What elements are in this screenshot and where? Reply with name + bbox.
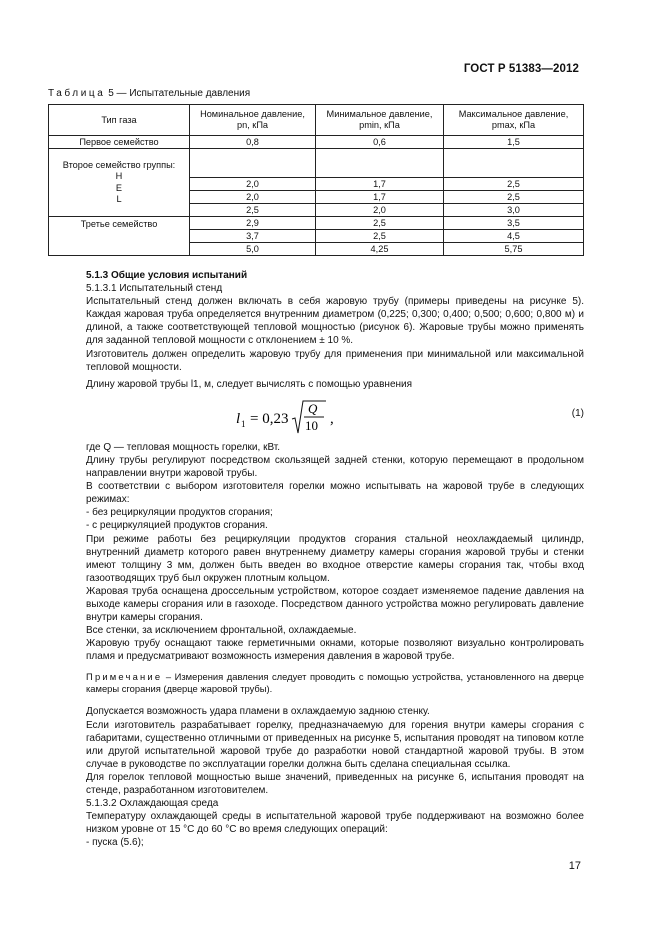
table-caption-prefix: Таблица <box>48 88 106 99</box>
cell-nom: 0,8 <box>190 136 316 149</box>
paragraph: Допускается возможность удара пламени в охлаждаемую заднюю стенку. <box>86 706 430 718</box>
paragraph: Жаровая труба оснащена дроссельным устройством, которое создает изменяемое падение давления на выходе камеры сгорания или в газоходе. Посредством данного устройства можно регулировать давление внутри камеры сгорания. <box>86 585 584 624</box>
cell-max: 1,5 <box>444 136 584 149</box>
header-min-line2: pmin, кПа <box>359 120 400 130</box>
table-row <box>49 149 584 178</box>
header-nominal-line2: pn, кПа <box>236 120 269 130</box>
paragraph: Температуру охлаждающей среды в испытательной жаровой трубе поддерживают на возможно более низком уровне от 15 °С до 60 °С во время следующих операций: <box>86 811 584 836</box>
list-item: - без рециркуляции продуктов сгорания; <box>86 507 273 519</box>
paragraph: При режиме работы без рециркуляции продуктов сгорания стальной неохлаждаемый цилиндр, внутренний диаметр которого равен внутреннему диаметру камеры сгорания жаровой трубы и стенки имеют толщину 3 мм, должен быть введен во входное отверстие камеры сгорания так, чтобы вход газоотводящих труб был окружен плотным кольцом. <box>86 533 584 584</box>
formula-q: Q <box>308 400 318 416</box>
cell-nom: 3,7 <box>190 230 316 243</box>
second-family-label: Второе семейство группы: <box>62 159 176 170</box>
cell-max: 3,0 <box>444 204 584 217</box>
table-caption-text: 5 — Испытательные давления <box>105 88 251 99</box>
formula-svg <box>236 397 346 439</box>
subsection-title: 5.1.3.1 Испытательный стенд <box>86 283 223 295</box>
paragraph: Испытательный стенд должен включать в себя жаровую трубу (примеры приведены на рисунке 5). Каждая жаровая труба определяется внутренним диаметром (0,225; 0,300; 0,400; 0,500; 0,600; 0,800 м) и длиной, а также соответствующей тепловой мощностью (рисунок 6). Жаровые трубы можно применять для заданной тепловой мощности с отклонением ± 10 %. <box>86 296 584 347</box>
formula-l: l <box>236 410 241 427</box>
formula-equals: = 0,23 <box>250 410 289 427</box>
cell-max: 2,5 <box>444 178 584 191</box>
cell-min: 1,7 <box>316 191 444 204</box>
table-header-row <box>49 105 584 136</box>
cell-empty <box>444 149 584 178</box>
formula-subscript: 1 <box>241 418 246 429</box>
header-minimum <box>316 105 444 136</box>
header-gas-type: Тип газа <box>49 105 190 136</box>
cell-min: 4,25 <box>316 243 444 256</box>
header-max-line2: pmax, кПа <box>491 120 536 130</box>
cell-min: 2,5 <box>316 217 444 230</box>
note <box>86 671 584 695</box>
section-body <box>86 269 584 849</box>
group-h: H <box>115 171 123 181</box>
group-e: E <box>115 182 123 193</box>
cell-min: 2,5 <box>316 230 444 243</box>
cell-second-family <box>49 149 190 217</box>
formula-expression <box>236 397 346 442</box>
paragraph: Все стенки, за исключением фронтальной, охлаждаемые. <box>86 625 357 637</box>
paragraph: Длину жаровой трубы l1, м, следует вычислять с помощью уравнения <box>86 378 413 390</box>
paragraph: Изготовитель должен определить жаровую трубу для применения при минимальной или максимальной тепловой мощности. <box>86 348 584 373</box>
cell-min: 0,6 <box>316 136 444 149</box>
table-row <box>49 217 584 230</box>
cell-min: 1,7 <box>316 178 444 191</box>
table-caption <box>48 88 250 99</box>
note-label: Примечание <box>86 671 163 683</box>
header-min-line1: Минимальное давление, <box>326 109 433 119</box>
test-pressure-table <box>48 104 584 256</box>
header-nominal <box>190 105 316 136</box>
paragraph: Если изготовитель разрабатывает горелку, предназначаемую для горения внутри камеры сгорания с габаритами, существенно отличными от приведенных на рисунке 5, испытания проводят на типовом котле или другой испытательной жаровой трубе до разработки новой стандартной жаровой трубы. В этом случае в руководстве по эксплуатации горелки должна быть сделана специальная ссылка. <box>86 719 584 770</box>
section-title: 5.1.3 Общие условия испытаний <box>86 270 248 281</box>
formula-comma: , <box>330 410 334 427</box>
cell-min: 2,0 <box>316 204 444 217</box>
cell-empty <box>316 149 444 178</box>
cell-empty <box>190 149 316 178</box>
header-maximum <box>444 105 584 136</box>
cell-nom: 2,5 <box>190 204 316 217</box>
cell-nom: 2,9 <box>190 217 316 230</box>
cell-max: 4,5 <box>444 230 584 243</box>
formula-number: (1) <box>571 407 584 419</box>
paragraph: Жаровую трубу оснащают также герметичными окнами, которые позволяют визуально контролировать пламя и предусматривают возможность измерения давления в жаровой трубе. <box>86 638 584 663</box>
cell-first-family: Первое семейство <box>49 136 190 149</box>
cell-max: 2,5 <box>444 191 584 204</box>
standard-header: ГОСТ Р 51383—2012 <box>463 63 579 75</box>
note-text: – Измерения давления следует проводить с помощью устройства, установленного на дверце камеры сгорания (дверце жаровой трубы). <box>86 671 584 695</box>
header-max-line1: Максимальное давление, <box>458 109 569 119</box>
paragraph: В соответствии с выбором изготовителя горелки можно испытывать на жаровой трубе в следующих режимах: <box>86 481 584 506</box>
paragraph: где Q — тепловая мощность горелки, кВт. <box>86 441 281 453</box>
cell-max: 3,5 <box>444 217 584 230</box>
group-l: L <box>116 194 122 204</box>
cell-nom: 2,0 <box>190 178 316 191</box>
formula-denominator: 10 <box>305 417 318 433</box>
paragraph: Длину трубы регулируют посредством скользящей задней стенки, которую перемещают в продольном направлении внутри жаровой трубы. <box>86 454 584 480</box>
cell-nom: 5,0 <box>190 243 316 256</box>
subsection-title: 5.1.3.2 Охлаждающая среда <box>86 798 219 810</box>
cell-max: 5,75 <box>444 243 584 256</box>
cell-third-family: Третье семейство <box>49 217 190 256</box>
page-number: 17 <box>568 860 581 872</box>
cell-nom: 2,0 <box>190 191 316 204</box>
paragraph: Для горелок тепловой мощностью выше значений, приведенных на рисунке 6, испытания проводят на стенде, разработанном изготовителем. <box>86 771 584 796</box>
header-nominal-line1: Номинальное давление, <box>200 109 305 119</box>
formula-1 <box>86 391 584 441</box>
list-item: - с рециркуляцией продуктов сгорания. <box>86 520 268 532</box>
table-row <box>49 136 584 149</box>
list-item: - пуска (5.6); <box>86 837 144 849</box>
